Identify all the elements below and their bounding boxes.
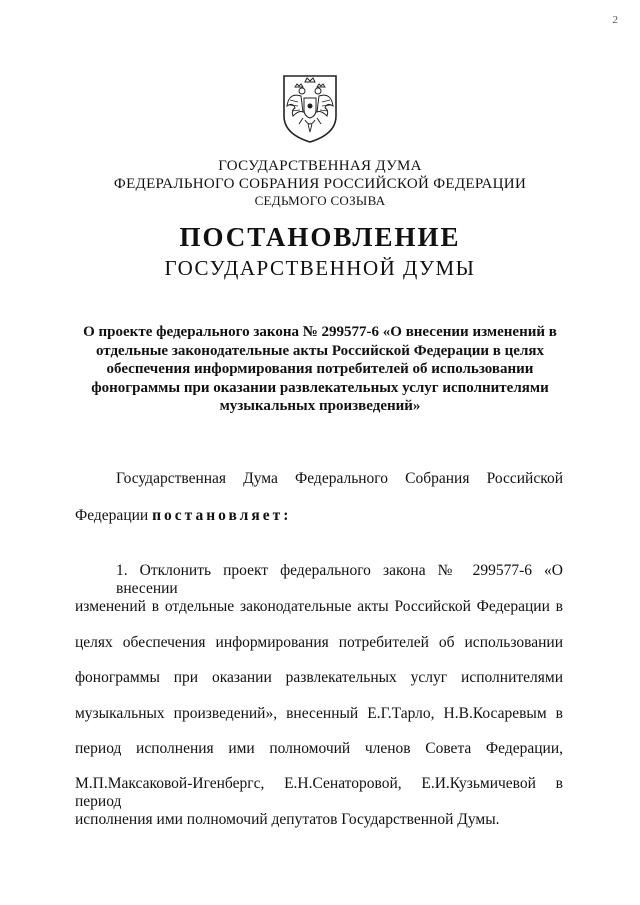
subject-line: музыкальных произведений» bbox=[219, 398, 421, 414]
organization-name: ГОСУДАРСТВЕННАЯ ДУМА bbox=[218, 158, 422, 174]
subject-line: О проекте федерального закона № 299577-6 «О внесении изменений в bbox=[83, 324, 557, 340]
page-number: 2 bbox=[612, 14, 618, 26]
document-type-title: ПОСТАНОВЛЕНИЕ bbox=[179, 222, 461, 252]
convocation: СЕДЬМОГО СОЗЫВА bbox=[254, 193, 386, 208]
item-1-line: исполнения ими полномочий депутатов Государственной Думы. bbox=[75, 811, 500, 828]
resolution-verb: постановляет: bbox=[152, 507, 292, 524]
document-subject bbox=[70, 323, 570, 416]
preamble-line bbox=[75, 507, 291, 525]
item-1-line: изменений в отдельные законодательные акты Российской Федерации в bbox=[75, 598, 563, 615]
organization-full-name: ФЕДЕРАЛЬНОГО СОБРАНИЯ РОССИЙСКОЙ ФЕДЕРАЦИИ bbox=[113, 176, 527, 192]
preamble-line: Государственная Дума Федерального Собрания Российской bbox=[116, 470, 563, 487]
preamble-text: Федерации bbox=[75, 507, 149, 524]
document-issuer: ГОСУДАРСТВЕННОЙ ДУМЫ bbox=[164, 256, 476, 280]
subject-line: фонограммы при оказании развлекательных услуг исполнителями bbox=[91, 379, 549, 396]
item-1-line: М.П.Максаковой-Игенбергс, Е.Н.Сенаторовой, Е.И.Кузьмичевой в период bbox=[75, 775, 563, 810]
item-1-line: музыкальных произведений», внесенный Е.Г.Тарло, Н.В.Косаревым в bbox=[75, 705, 563, 722]
subject-line: отдельные законодательные акты Российской Федерации в целях bbox=[96, 342, 544, 359]
coat-of-arms-icon bbox=[281, 72, 339, 144]
item-1-line: период исполнения ими полномочий членов Совета Федерации, bbox=[75, 740, 563, 757]
item-1-line: 1. Отклонить проект федерального закона № 299577-6 «О внесении bbox=[116, 562, 563, 597]
item-1-line: фонограммы при оказании развлекательных услуг исполнителями bbox=[75, 669, 563, 686]
item-1-line: целях обеспечения информирования потребителей об использовании bbox=[75, 634, 563, 651]
subject-line: обеспечения информирования потребителей об использовании bbox=[106, 361, 534, 377]
